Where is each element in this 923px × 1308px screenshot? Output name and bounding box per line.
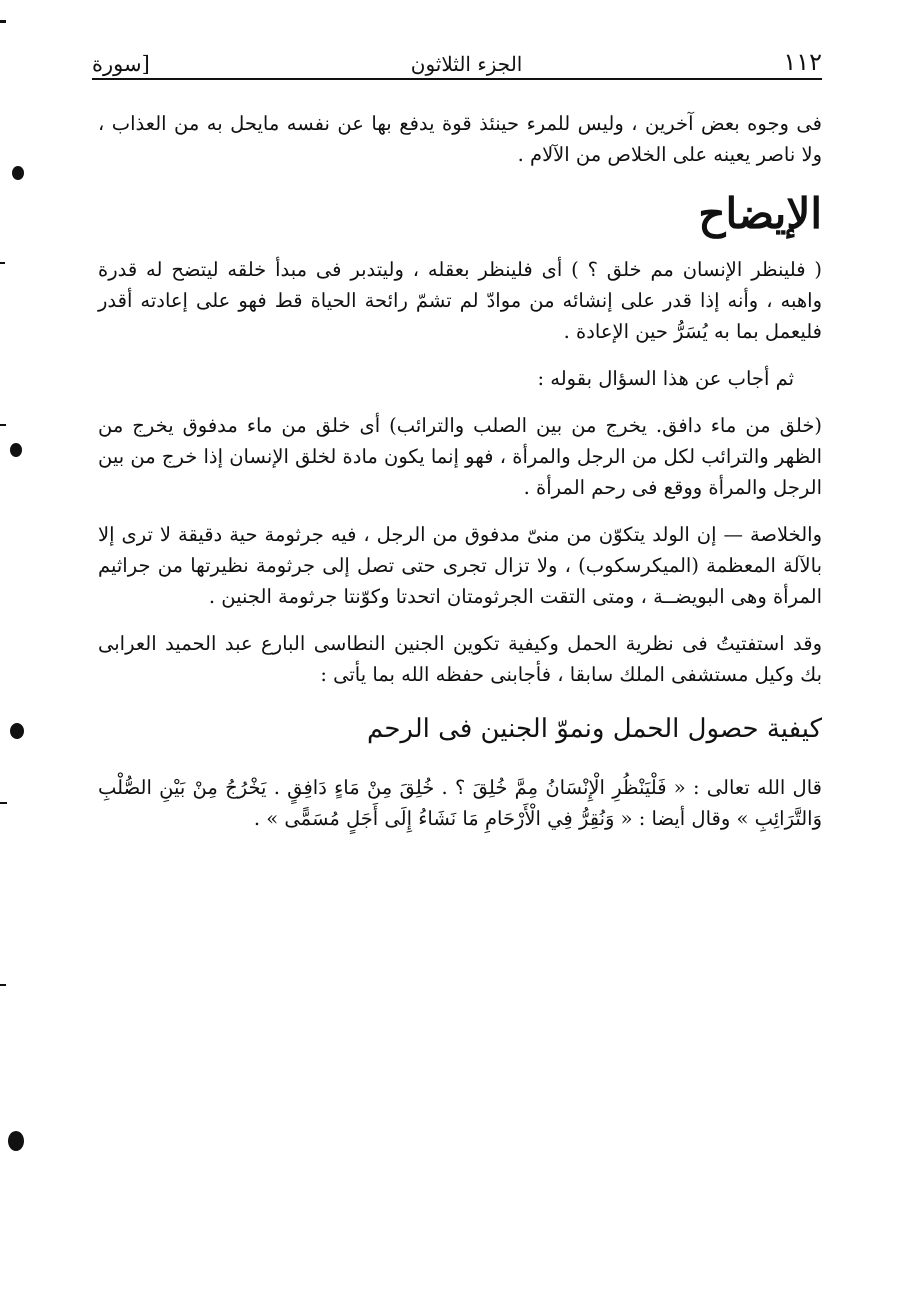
scan-tick (0, 802, 7, 804)
page-number: ١١٢ (783, 48, 822, 76)
scan-tick (0, 262, 5, 264)
scan-speck (12, 166, 24, 180)
scan-speck (10, 443, 22, 457)
scan-tick (0, 20, 6, 23)
body-text (98, 108, 822, 834)
paragraph-quran-quote: قال الله تعالى : « فَلْيَنْظُرِ الْإِنْسَانُ مِمَّ خُلِقَ ؟ . خُلِقَ مِنْ مَاءٍ دَافِقٍ . يَخْرُجُ مِنْ بَيْنِ الصُّلْبِ وَالتَّرَائِبِ » وقال أيضا : « وَنُقِرُّ فِي الْأَرْحَامِ مَا نَشَاءُ إِلَى أَجَلٍ مُسَمًّى » . (98, 776, 822, 830)
paragraph-answer-intro: ثم أجاب عن هذا السؤال بقوله : (537, 367, 794, 390)
paragraph-summary: والخلاصة — إن الولد يتكوّن من منىّ مدفوق من الرجل ، فيه جرثومة حية دقيقة لا ترى إلا بالآلة المعظمة (الميكرسكوب) ، ولا تزال تجرى حتى تصل إلى جرثومة نظيرتها من جراثيم المرأة وهى البويضــة ، ومتى التقت الجرثومتان اتحدتا وكوّنتا جرثومة الجنين . (98, 523, 822, 608)
paragraph-explanation: ( فلينظر الإنسان مم خلق ؟ ) أى فلينظر بعقله ، وليتدبر فى مبدأ خلقه ليتضح له قدرة واهبه ، وأنه إذا قدر على إنشائه من موادّ لم تشمّ رائحة الحياة قط فهو على إعادته أقدر فليعمل بما به يُسَرُّ حين الإعادة . (98, 258, 822, 343)
header-rule (92, 78, 822, 80)
page-header (92, 30, 822, 76)
scan-speck (10, 723, 24, 739)
scan-tick (0, 424, 6, 426)
subsection-heading: كيفية حصول الحمل ونموّ الجنين فى الرحم (367, 714, 822, 744)
running-title: الجزء الثلاثون (410, 52, 523, 76)
sura-label: [سورة (92, 52, 150, 76)
scan-tick (0, 984, 6, 986)
paragraph-verse-explanation: (خلق من ماء دافق. يخرج من بين الصلب والترائب) أى خلق من ماء مدفوق يخرج من الظهر والترائب لكل من الرجل والمرأة ، فهو إنما يكون مادة لخلق الإنسان إذا خرج من بين الرجل والمرأة ووقع فى رحم المرأة . (98, 414, 822, 499)
paragraph-continuation: فى وجوه بعض آخرين ، وليس للمرء حينئذ قوة يدفع بها عن نفسه مايحل به من العذاب ، ولا ناصر يعينه على الخلاص من الآلام . (98, 112, 822, 166)
paragraph-consultation: وقد استفتيتُ فى نظرية الحمل وكيفية تكوين الجنين النطاسى البارع عبد الحميد العرابى بك وكيل مستشفى الملك سابقا ، فأجابنى حفظه الله بما يأتى : (98, 632, 822, 686)
section-heading: الإيضاح (698, 189, 822, 238)
scan-speck (8, 1131, 24, 1151)
